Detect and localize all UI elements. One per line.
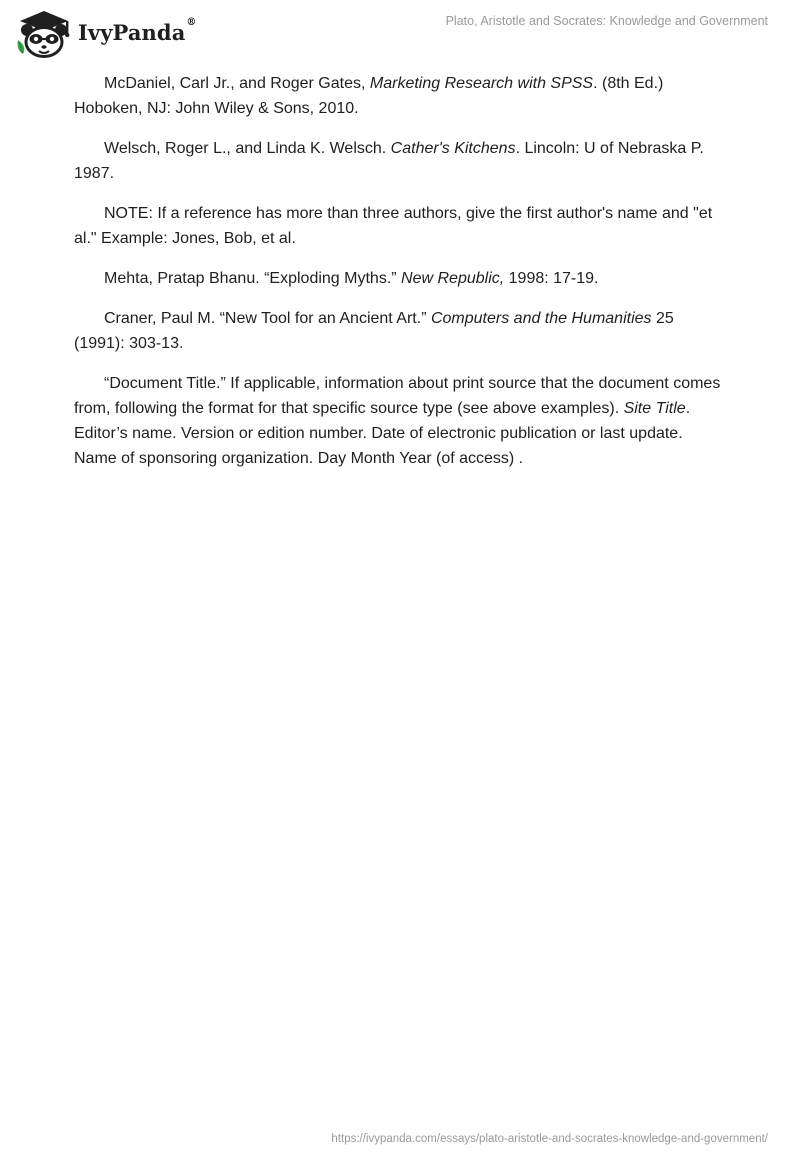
reference-title-italic: Marketing Research with SPSS: [369, 75, 594, 92]
references-list: [74, 71, 728, 486]
registered-mark: ®: [186, 17, 197, 28]
brand-name: [78, 17, 197, 45]
reference-entry: [74, 371, 728, 471]
source-url[interactable]: https://ivypanda.com/essays/plato-aristotle-and-socrates-knowledge-and-government/: [331, 1133, 768, 1145]
reference-text: “Document Title.” If applicable, information about print source that the document comes from, following the format for that specific source type (see above examples).: [74, 375, 721, 417]
reference-title-italic: New Republic,: [401, 270, 505, 287]
reference-title-italic: Computers and the Humanities: [430, 310, 652, 327]
reference-text: Mehta, Pratap Bhanu. “Exploding Myths.”: [104, 270, 402, 287]
reference-entry: [74, 306, 728, 356]
reference-text: . Lincoln: U of Nebraska P. 1987.: [74, 140, 704, 182]
reference-text: . (8th Ed.) Hoboken, NJ: John Wiley & Sons, 2010.: [74, 75, 664, 117]
document-title: Plato, Aristotle and Socrates: Knowledge and Government: [445, 14, 768, 28]
reference-text: Craner, Paul M. “New Tool for an Ancient Art.”: [104, 310, 431, 327]
reference-text: 1998: 17-19.: [504, 270, 599, 287]
reference-entry: [74, 266, 728, 291]
reference-title-italic: Site Title: [623, 400, 686, 417]
reference-entry: [74, 71, 728, 121]
reference-text: Welsch, Roger L., and Linda K. Welsch.: [104, 140, 391, 157]
reference-text: McDaniel, Carl Jr., and Roger Gates,: [104, 75, 370, 92]
panda-graduate-icon: [14, 8, 78, 58]
reference-text: . Editor’s name. Version or edition number. Date of electronic publication or last update. Name of sponsoring organization. Day Month Year (of access) .: [74, 400, 691, 467]
reference-title-italic: Cather's Kitchens: [390, 140, 516, 157]
brand-text: IvyPanda: [78, 20, 186, 45]
reference-text: 25 (1991): 303-13.: [74, 310, 674, 352]
ivypanda-logo[interactable]: [14, 8, 214, 58]
reference-text: NOTE: If a reference has more than three authors, give the first author's name and "et al." Example: Jones, Bob, et al.: [74, 205, 713, 247]
reference-entry: [74, 201, 728, 251]
page-header: [0, 0, 800, 60]
reference-entry: [74, 136, 728, 186]
